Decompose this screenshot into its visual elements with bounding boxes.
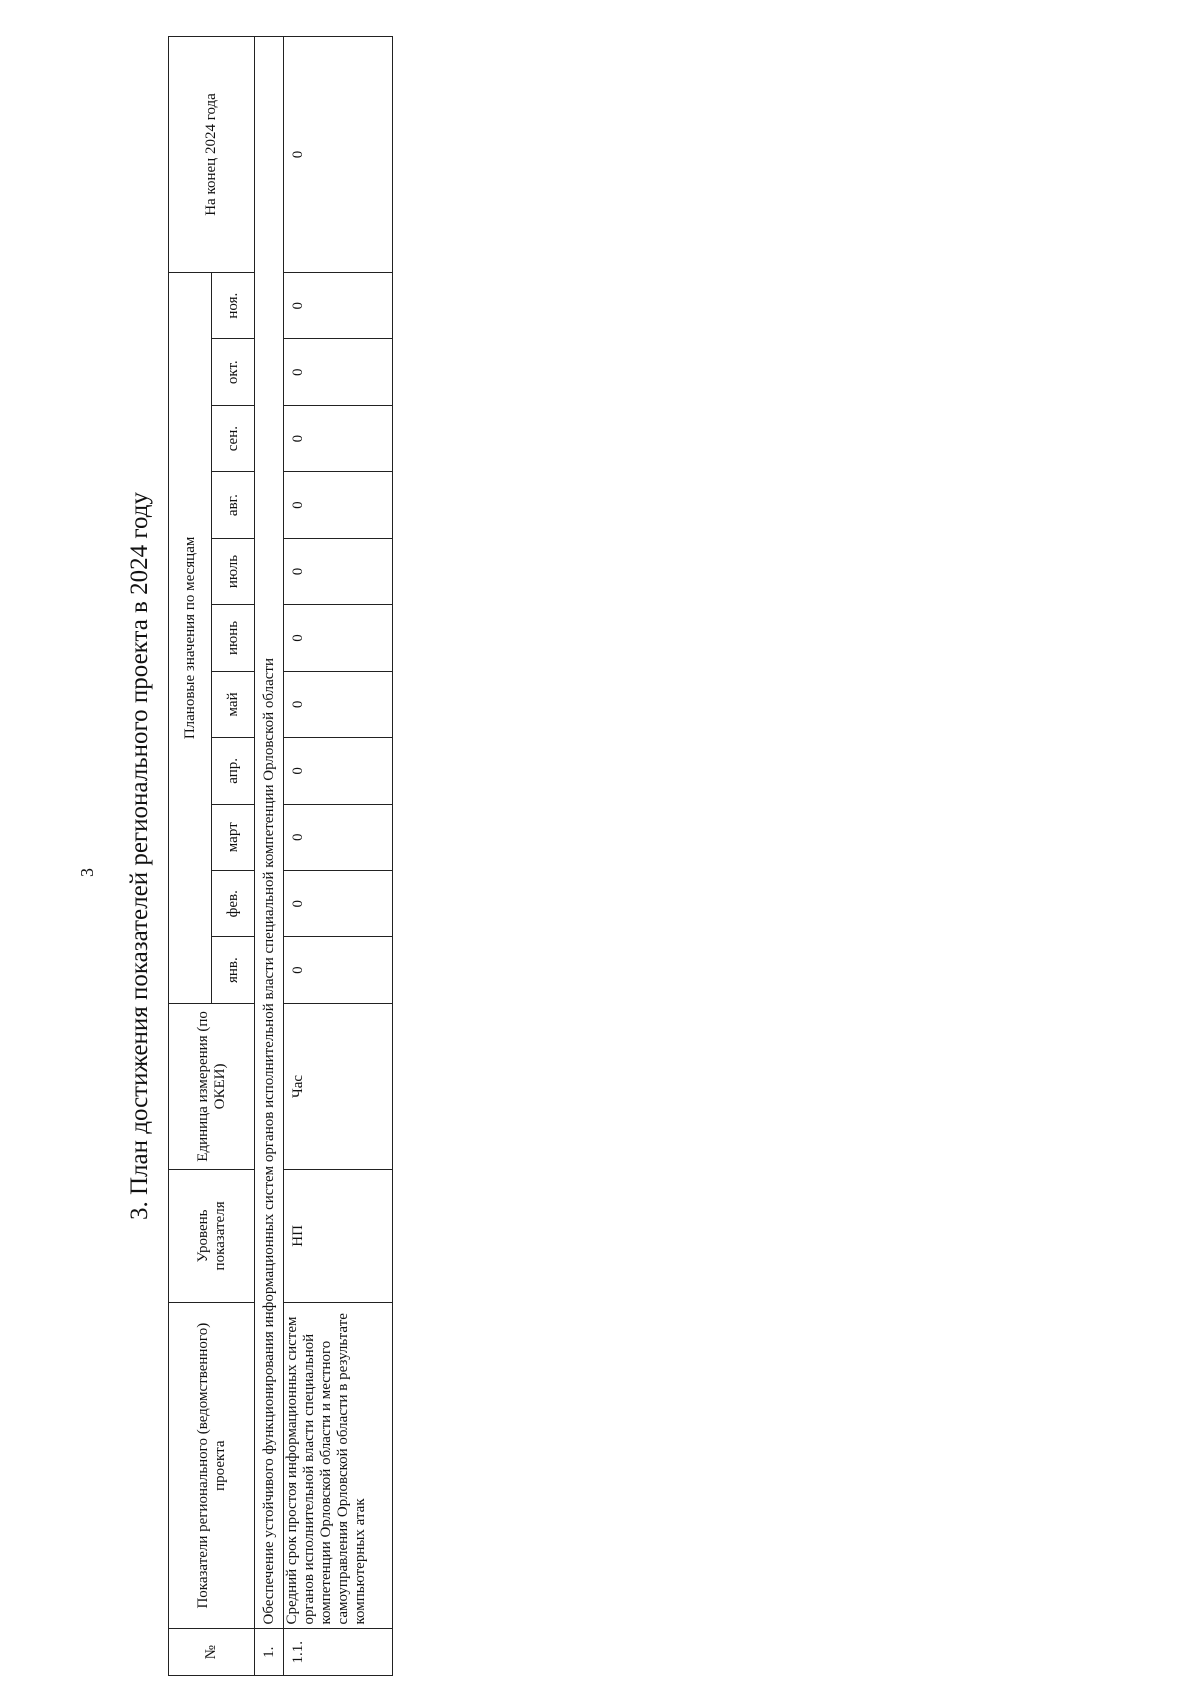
month-value: 0 [284, 272, 393, 339]
header-month: июль [212, 538, 255, 604]
section-title: Обеспечение устойчивого функционирования информационных систем органов исполнительной власти специальной компетенции Орловской области [255, 37, 284, 1630]
indicators-plan-table [168, 36, 393, 1676]
month-value: 0 [284, 339, 393, 405]
header-month: май [212, 671, 255, 737]
page-number: 3 [77, 868, 97, 877]
header-month: июнь [212, 605, 255, 671]
header-month: март [212, 804, 255, 870]
month-value: 0 [284, 671, 393, 737]
indicator-unit: Час [284, 1003, 393, 1169]
header-monthly-plan: Плановые значения по месяцам [169, 272, 212, 1003]
month-value: 0 [284, 738, 393, 804]
header-indicator-name: Показатели регионального (ведомственного) проекта [169, 1302, 255, 1629]
month-value: 0 [284, 405, 393, 471]
rotated-page-content [120, 36, 392, 1676]
header-no: № [169, 1629, 255, 1676]
month-value: 0 [284, 937, 393, 1003]
month-value: 0 [284, 538, 393, 604]
header-level: Уровень показателя [169, 1169, 255, 1302]
month-value: 0 [284, 871, 393, 937]
header-month: янв. [212, 937, 255, 1003]
header-row-1 [169, 37, 212, 1676]
table-row [284, 37, 393, 1676]
header-month: авг. [212, 472, 255, 538]
section-number: 1. [255, 1629, 284, 1676]
month-value: 0 [284, 472, 393, 538]
header-month: сен. [212, 405, 255, 471]
row-number: 1.1. [284, 1629, 393, 1676]
indicator-level: НП [284, 1169, 393, 1302]
page-title: 3. План достижения показателей регионального проекта в 2024 году [126, 492, 153, 1221]
indicator-name: Средний срок простоя информационных систем органов исполнительной власти специальной компетенции Орловской области и местного самоуправления Орловской области в результате компьютерных атак [284, 1302, 393, 1629]
month-value: 0 [284, 804, 393, 870]
section-row [255, 37, 284, 1676]
header-unit: Единица измерения (по ОКЕИ) [169, 1003, 255, 1169]
header-end-of-year: На конец 2024 года [169, 37, 255, 273]
header-month: ноя. [212, 272, 255, 339]
end-of-year-value: 0 [284, 37, 393, 273]
header-month: окт. [212, 339, 255, 405]
month-value: 0 [284, 605, 393, 671]
header-month: фев. [212, 871, 255, 937]
header-month: апр. [212, 738, 255, 804]
